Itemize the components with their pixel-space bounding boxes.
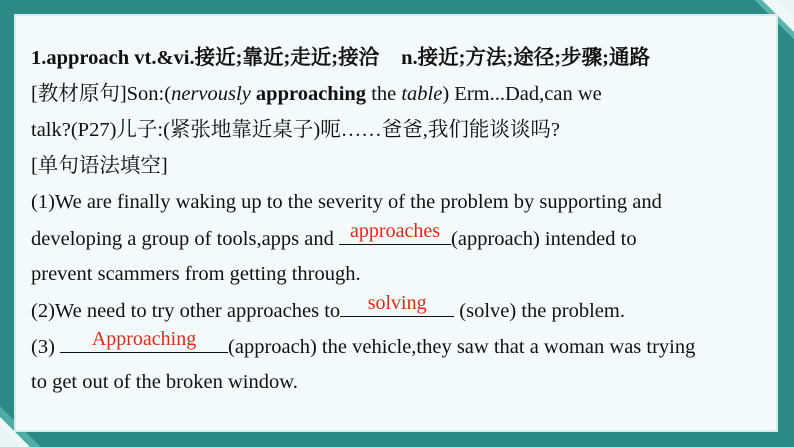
vocab-entry <box>31 40 771 76</box>
q3-line-1 <box>31 328 771 364</box>
example-the: the <box>366 83 402 105</box>
section-label: [单句语法填空] <box>31 155 168 177</box>
q3-pre: (3) <box>31 336 61 358</box>
q1-answer: approaches <box>350 220 440 242</box>
example-line-2: talk?(P27)儿子:(紧张地靠近桌子)呃……爸爸,我们能谈谈吗? <box>31 119 560 141</box>
q1-line-3: prevent scammers from getting through. <box>31 263 361 285</box>
example-rest: ) Erm...Dad,can we <box>442 83 602 105</box>
q3-blank[interactable] <box>60 328 228 353</box>
q2-blank[interactable] <box>340 292 454 317</box>
example-verb: approaching <box>255 83 367 105</box>
example-speaker: Son:( <box>126 83 172 105</box>
q1-pre: developing a group of tools,apps and <box>31 228 340 250</box>
q2-post: (solve) the problem. <box>454 300 625 322</box>
example-adverb: nervously <box>171 83 251 105</box>
entry-pos-noun: n. <box>401 47 418 69</box>
example-line-1 <box>31 76 771 112</box>
q1-blank[interactable] <box>339 220 451 245</box>
q1-post: (approach) intended to <box>451 228 637 250</box>
q3-post: (approach) the vehicle,they saw that a woman was trying <box>228 336 696 358</box>
q1-line-2 <box>31 220 771 256</box>
example-table: table <box>401 83 443 105</box>
q3-line-2: to get out of the broken window. <box>31 371 298 393</box>
lesson-content <box>31 40 771 400</box>
example-label: [教材原句] <box>31 83 127 105</box>
q2-answer: solving <box>367 292 427 314</box>
q2-line <box>31 292 771 328</box>
entry-word: 1.approach vt.&vi. <box>31 47 195 69</box>
entry-meaning-verb: 接近;靠近;走近;接洽 <box>194 47 380 69</box>
q3-answer: Approaching <box>91 328 197 350</box>
q2-pre: (2)We need to try other approaches to <box>31 300 341 322</box>
q1-line-1: (1)We are finally waking up to the severity of the problem by supporting and <box>31 191 662 213</box>
entry-meaning-noun: 接近;方法;途径;步骤;通路 <box>417 47 650 69</box>
